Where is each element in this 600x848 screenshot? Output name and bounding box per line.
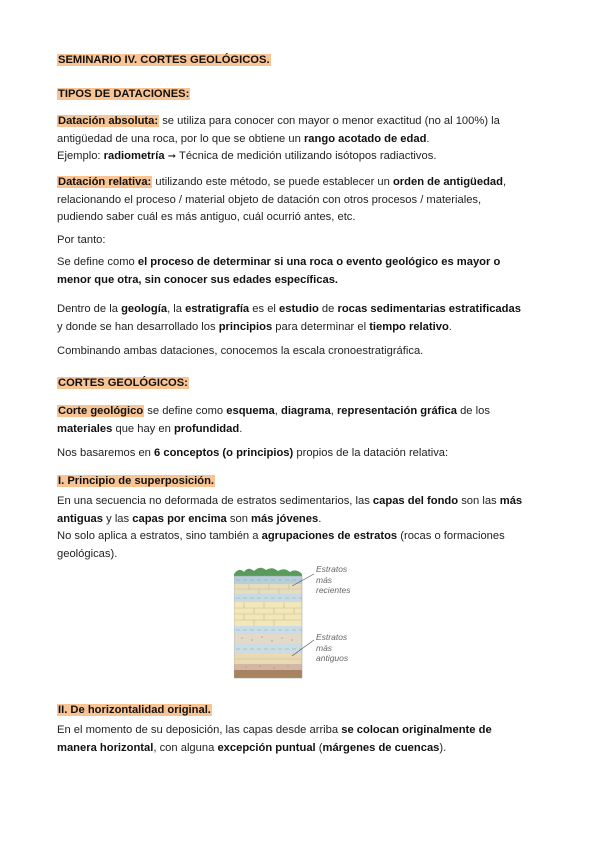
term-datacion-absoluta: Datación absoluta:: [58, 115, 159, 127]
paragraph-corte-geologico: Corte geológico se define como esquema, diagrama, representación gráfica de los materiales que hay en profundidad.: [57, 405, 490, 435]
strata-illustration: [234, 564, 374, 686]
caption-estratos-recientes: Estratos más recientes: [316, 564, 351, 595]
strata-diagram: [234, 564, 374, 686]
paragraph-principio-superposicion: En una secuencia no deformada de estratos sedimentarios, las capas del fondo son las más antiguas y las capas por encima son más jóvenes. No solo aplica a estratos, sino también a agrupaciones de estratos (rocas o formaciones geológicas).: [57, 495, 523, 560]
paragraph-definicion: Se define como el proceso de determinar si una roca o evento geológico es mayor o menor que otra, sin conocer sus edades específicas.: [57, 256, 501, 286]
stratum-layer: [234, 664, 302, 670]
arrow-right-icon: ➞: [167, 151, 177, 162]
paragraph-datacion-absoluta: Datación absoluta: se utiliza para conocer con mayor o menor exactitud (no al 100%) la antigüedad de una roca, por lo que se obtiene un rango acotado de edad. Ejemplo: radiometría ➞ Técnica de medición utilizando isótopos radiactivos.: [57, 115, 500, 162]
paragraph-por-tanto: Por tanto:: [57, 234, 106, 246]
stratum-layer: [234, 670, 302, 678]
paragraph-basaremos: Nos basaremos en 6 conceptos (o principios) propios de la datación relativa:: [57, 447, 449, 459]
paragraph-datacion-relativa: Datación relativa: utilizando este método, se puede establecer un orden de antigüedad, relacionando el proceso / material objeto de datación con otros procesos / materiales, pudiendo saber cuál es más antiguo, cuál ocurrió antes, etc.: [57, 176, 507, 223]
term-corte-geologico: Corte geológico: [58, 405, 144, 417]
paragraph-geologia: Dentro de la geología, la estratigrafía es el estudio de rocas sedimentarias estratificadas y donde se han desarrollado los principios para determinar el tiempo relativo.: [57, 303, 521, 333]
page-title: SEMINARIO IV. CORTES GEOLÓGICOS.: [58, 54, 270, 66]
section-heading-tipos: TIPOS DE DATACIONES:: [58, 88, 190, 100]
heading-horizontalidad-original: II. De horizontalidad original.: [58, 704, 211, 716]
paragraph-horizontalidad-original: En el momento de su deposición, las capas desde arriba se colocan originalmente de manera horizontal, con alguna excepción puntual (márgenes de cuencas).: [57, 724, 492, 754]
paragraph-combinando: Combinando ambas dataciones, conocemos la escala cronoestratigráfica.: [57, 345, 424, 357]
term-datacion-relativa: Datación relativa:: [58, 176, 152, 188]
section-heading-cortes: CORTES GEOLÓGICOS:: [58, 377, 188, 389]
stratum-layer: [234, 634, 302, 644]
vegetation: [234, 568, 302, 576]
heading-principio-superposicion: I. Principio de superposición.: [58, 475, 215, 487]
caption-estratos-antiguos: Estratos más antiguos: [316, 632, 349, 663]
